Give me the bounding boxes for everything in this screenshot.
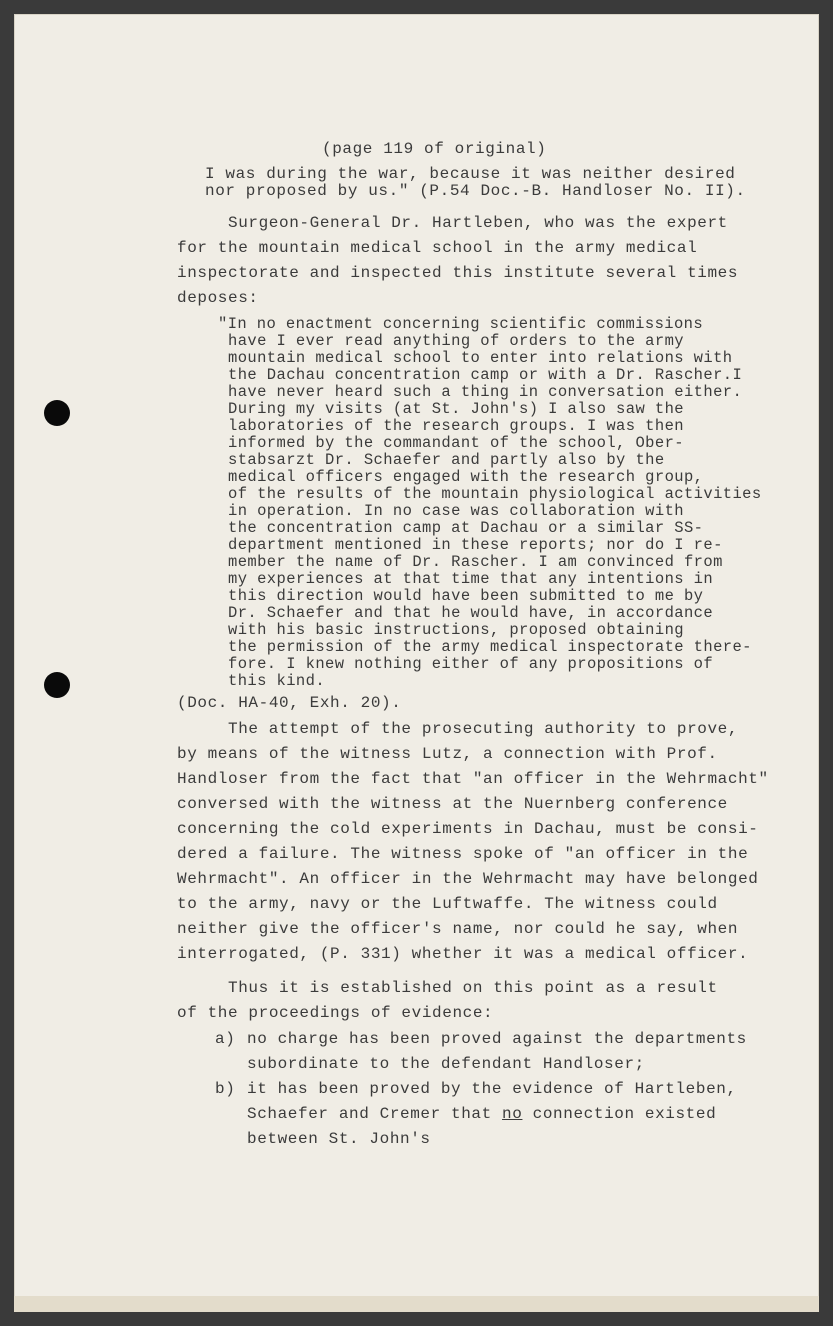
text-line: Handloser from the fact that "an officer in the Wehrmacht" (177, 770, 769, 788)
quote-line: this kind. (228, 672, 326, 690)
text-line: Surgeon-General Dr. Hartleben, who was the expert (228, 214, 728, 232)
list-line: no charge has been proved against the departments (247, 1030, 747, 1048)
quote-line: in operation. In no case was collaboration with (228, 502, 684, 520)
text-line: to the army, navy or the Luftwaffe. The witness could (177, 895, 718, 913)
quote-line: have never heard such a thing in conversation either. (228, 383, 743, 401)
text-line: Thus it is established on this point as a result (228, 979, 718, 997)
text-line: concerning the cold experiments in Dachau, must be consi- (177, 820, 759, 838)
text-line: inspectorate and inspected this institute several times (177, 264, 739, 282)
text-line: deposes: (177, 289, 259, 307)
list-line: it has been proved by the evidence of Hartleben, (247, 1080, 737, 1098)
text-line: The attempt of the prosecuting authority to prove, (228, 720, 739, 738)
quote-line: During my visits (at St. John's) I also saw the (228, 400, 684, 418)
punch-hole-top (44, 400, 70, 426)
quote-line: my experiences at that time that any intentions in (228, 570, 714, 588)
text-line: of the proceedings of evidence: (177, 1004, 494, 1022)
text-line: by means of the witness Lutz, a connection with Prof. (177, 745, 718, 763)
quote-line: this direction would have been submitted to me by (228, 587, 704, 605)
quote-line: have I ever read anything of orders to the army (228, 332, 684, 350)
quote-line: "In no enactment concerning scientific commissions (218, 315, 704, 333)
list-marker: b) (215, 1080, 236, 1098)
quote-line: informed by the commandant of the school, Ober- (228, 434, 684, 452)
list-text: connection existed (522, 1105, 717, 1123)
text-line: for the mountain medical school in the army medical (177, 239, 698, 257)
text-line: Wehrmacht". An officer in the Wehrmacht may have belonged (177, 870, 759, 888)
quote-line: of the results of the mountain physiological activities (228, 485, 762, 503)
underlined-word: no (502, 1105, 523, 1123)
quote-line: fore. I knew nothing either of any propositions of (228, 655, 714, 673)
list-text: Schaefer and Cremer that (247, 1105, 503, 1123)
text-line: dered a failure. The witness spoke of "an officer in the (177, 845, 749, 863)
list-line (247, 1106, 716, 1123)
quote-line: the Dachau concentration camp or with a Dr. Rascher.I (228, 366, 743, 384)
citation: (Doc. HA-40, Exh. 20). (177, 694, 402, 712)
quote-line: the permission of the army medical inspectorate there- (228, 638, 752, 656)
text-line: nor proposed by us." (P.54 Doc.-B. Handloser No. II). (205, 182, 746, 200)
quote-line: Dr. Schaefer and that he would have, in accordance (228, 604, 714, 622)
quote-line: the concentration camp at Dachau or a similar SS- (228, 519, 704, 537)
quote-line: medical officers engaged with the research group, (228, 468, 704, 486)
list-line: subordinate to the defendant Handloser; (247, 1055, 645, 1073)
page-bottom-edge (14, 1296, 819, 1312)
page-header: (page 119 of original) (322, 140, 547, 158)
quote-line: department mentioned in these reports; nor do I re- (228, 536, 723, 554)
quote-line: with his basic instructions, proposed obtaining (228, 621, 684, 639)
text-line: I was during the war, because it was neither desired (205, 165, 736, 183)
list-line: between St. John's (247, 1130, 431, 1148)
quote-line: laboratories of the research groups. I was then (228, 417, 684, 435)
text-line: neither give the officer's name, nor could he say, when (177, 920, 739, 938)
quote-line: stabsarzt Dr. Schaefer and partly also by the (228, 451, 665, 469)
text-line: interrogated, (P. 331) whether it was a medical officer. (177, 945, 749, 963)
quote-line: member the name of Dr. Rascher. I am convinced from (228, 553, 723, 571)
punch-hole-bottom (44, 672, 70, 698)
list-marker: a) (215, 1030, 236, 1048)
text-line: conversed with the witness at the Nuernberg conference (177, 795, 728, 813)
quote-line: mountain medical school to enter into relations with (228, 349, 733, 367)
